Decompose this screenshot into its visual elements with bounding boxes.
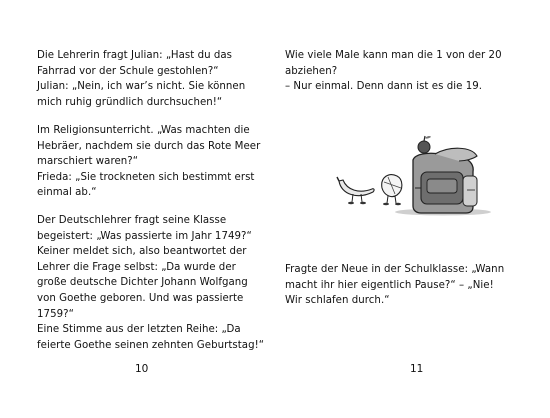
joke-line: Frieda: „Sie trockneten sich bestimmt erst <box>37 171 255 183</box>
joke-line: Eine Stimme aus der letzten Reihe: „Da <box>37 324 241 336</box>
joke-subtraction <box>285 48 502 95</box>
joke-line: von Goethe geboren. Und was passierte <box>37 292 244 304</box>
joke-line: Im Religionsunterricht. „Was machten die <box>37 125 250 136</box>
banana-icon <box>337 177 374 204</box>
joke-line: feierte Goethe seinen zehnten Geburtstag!“ <box>37 339 265 351</box>
joke-line: Hebräer, nachdem sie durch das Rote Meer <box>37 140 261 152</box>
joke-line: marschiert waren?“ <box>37 156 139 168</box>
joke-break <box>285 262 504 309</box>
school-bag-icon <box>413 148 477 213</box>
joke-line: Julian: „Nein, ich war’s nicht. Sie können <box>37 81 246 93</box>
joke-line: einmal ab.“ <box>37 187 97 199</box>
right-page <box>275 0 550 418</box>
joke-line: Der Deutschlehrer fragt seine Klasse <box>37 215 227 226</box>
joke-line: – Nur einmal. Denn dann ist es die 19. <box>285 81 483 93</box>
school-bag-illustration-icon <box>331 132 501 222</box>
apple-icon <box>418 136 431 153</box>
joke-line: Keiner meldet sich, also beantwortet der <box>37 246 247 258</box>
joke-line: Fragte der Neue in der Schulklasse: „Wann <box>285 264 505 275</box>
joke-line: Lehrer die Frage selbst: „Da wurde der <box>37 261 236 273</box>
joke-line: 1759?“ <box>37 308 74 320</box>
joke-line: Wir schlafen durch.“ <box>285 295 390 307</box>
joke-line: macht ihr hier eigentlich Pause?“ – „Nie! <box>285 279 494 291</box>
joke-line: mich ruhig gründlich durchsuchen!“ <box>37 96 223 108</box>
page-number-right: 11 <box>410 363 424 375</box>
sandwich-icon <box>382 175 402 206</box>
joke-red-sea <box>37 123 260 201</box>
joke-line: Die Lehrerin fragt Julian: „Hast du das <box>37 50 233 61</box>
page-number-left: 10 <box>135 363 149 375</box>
joke-line: Wie viele Male kann man die 1 von der 20 <box>285 50 502 61</box>
joke-bicycle <box>37 48 245 110</box>
joke-line: Fahrrad vor der Schule gestohlen?“ <box>37 65 219 77</box>
joke-goethe <box>37 213 264 353</box>
joke-line: begeistert: „Was passierte im Jahr 1749?“ <box>37 230 252 242</box>
joke-line: abziehen? <box>285 65 338 77</box>
joke-line: große deutsche Dichter Johann Wolfgang <box>37 277 248 289</box>
